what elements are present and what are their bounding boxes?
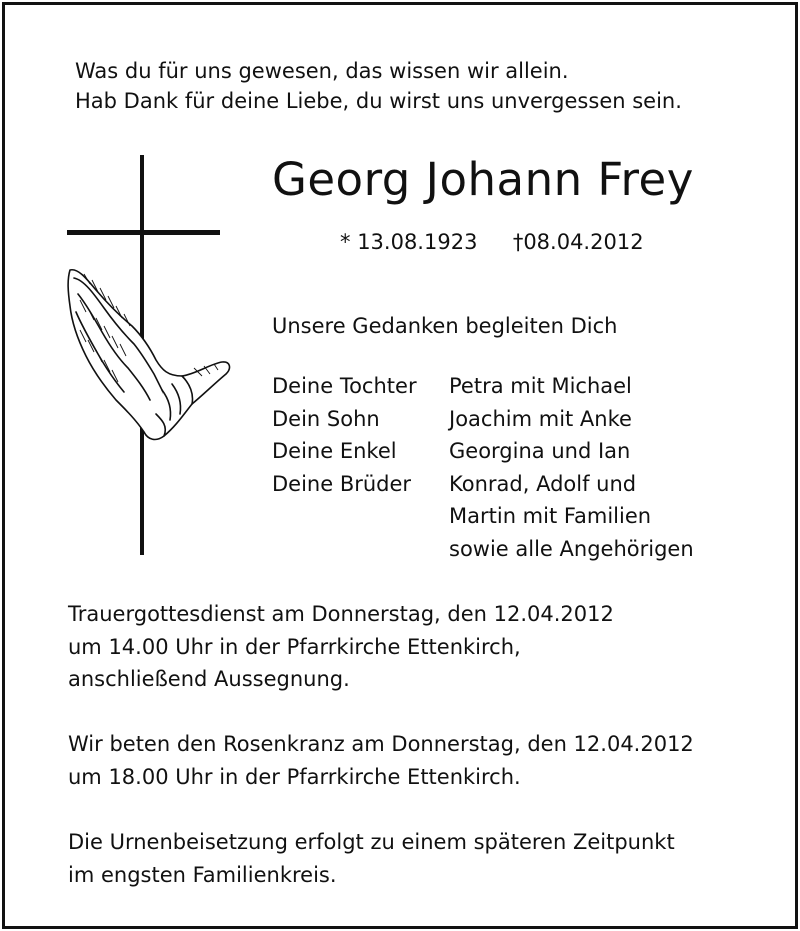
relative-role: Deine Enkel [272,439,397,463]
service-line-2: um 14.00 Uhr in der Pfarrkirche Ettenkirch, [68,634,521,659]
birth-symbol: * [340,230,351,254]
relative-role: Dein Sohn [272,406,380,431]
rosary-paragraph [68,728,694,793]
death-date: 08.04.2012 [523,230,644,254]
rosary-line-1: Wir beten den Rosenkranz am Donnerstag, den 12.04.2012 [68,732,694,756]
service-line-3: anschließend Aussegnung. [68,667,350,691]
burial-paragraph [68,826,675,891]
verse-line-2: Hab Dank für deine Liebe, du wirst uns unvergessen sein. [75,89,682,113]
relative-role: Deine Tochter [272,374,417,398]
relative-names: Martin mit Familien [449,504,652,528]
service-paragraph [68,598,614,696]
birth-date: 13.08.1923 [357,230,478,254]
deceased-name: Georg Johann Frey [272,153,694,206]
relative-names: Petra mit Michael [449,374,632,398]
service-line-1: Trauergottesdienst am Donnerstag, den 12.04.2012 [68,602,614,626]
praying-hands-icon [64,264,234,446]
life-dates [340,228,644,256]
memorial-verse [75,56,682,116]
cross-bar [67,230,220,235]
thoughts-line: Unsere Gedanken begleiten Dich [272,314,618,338]
death-symbol: † [512,230,524,254]
relative-names: Joachim mit Anke [449,406,632,431]
burial-line-1: Die Urnenbeisetzung erfolgt zu einem späteren Zeitpunkt [68,830,675,854]
relative-names: sowie alle Angehörigen [449,536,694,561]
burial-line-2: im engsten Familienkreis. [68,862,337,887]
relative-names: Georgina und Ian [449,439,631,463]
verse-line-1: Was du für uns gewesen, das wissen wir allein. [75,59,569,83]
relative-names: Konrad, Adolf und [449,471,637,496]
relative-role: Deine Brüder [272,471,412,496]
rosary-line-2: um 18.00 Uhr in der Pfarrkirche Ettenkirch. [68,764,521,789]
